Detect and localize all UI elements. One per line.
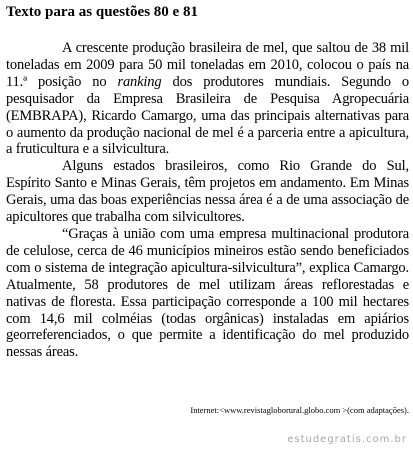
paragraph-1 [6,40,409,158]
paragraph-1-text-a: A crescente produção brasileira de mel, que saltou de 38 mil toneladas em 2009 para 50 mil toneladas em 2010, colocou o país na 11.ª posição no [6,40,409,90]
article-text [6,40,409,361]
paragraph-1-text-b: dos produtores mundiais. Segundo o pesquisador da Empresa Brasileira de Pesquisa Agropecuária (EMBRAPA), Ricardo Camargo, uma das principais alternativas para o aumento da produção nacional de mel é a parceria entre a apicultura, a fruticultura e a silvicultura. [6,73,409,158]
watermark: estudegratis.com.br [287,434,407,445]
heading: Texto para as questões 80 e 81 [6,4,198,20]
paragraph-1-italic-word: ranking [117,73,162,90]
paragraph-3: “Graças à união com uma empresa multinacional produtora de celulose, cerca de 46 municípios mineiros estão sendo beneficiados com o sistema de integração apicultura-silvicultura”, explica Camargo. Atualmente, 58 produtores de mel utilizam áreas reflorestadas e nativas de floresta. Essa participação corresponde a 100 mil hectares com 14,6 mil colméias (todas orgânicas) instaladas em apiários georreferenciados, o que permite a identificação do mel produzido nessas áreas. [6,225,409,361]
paragraph-2: Alguns estados brasileiros, como Rio Grande do Sul, Espírito Santo e Minas Gerais, têm projetos em andamento. Em Minas Gerais, uma das boas experiências nessa área é a de uma associação de apicultores que trabalha com silvicultores. [6,158,409,226]
source-citation: Internet:<www.revistagloborural.globo.com >(com adaptações). [190,405,409,415]
